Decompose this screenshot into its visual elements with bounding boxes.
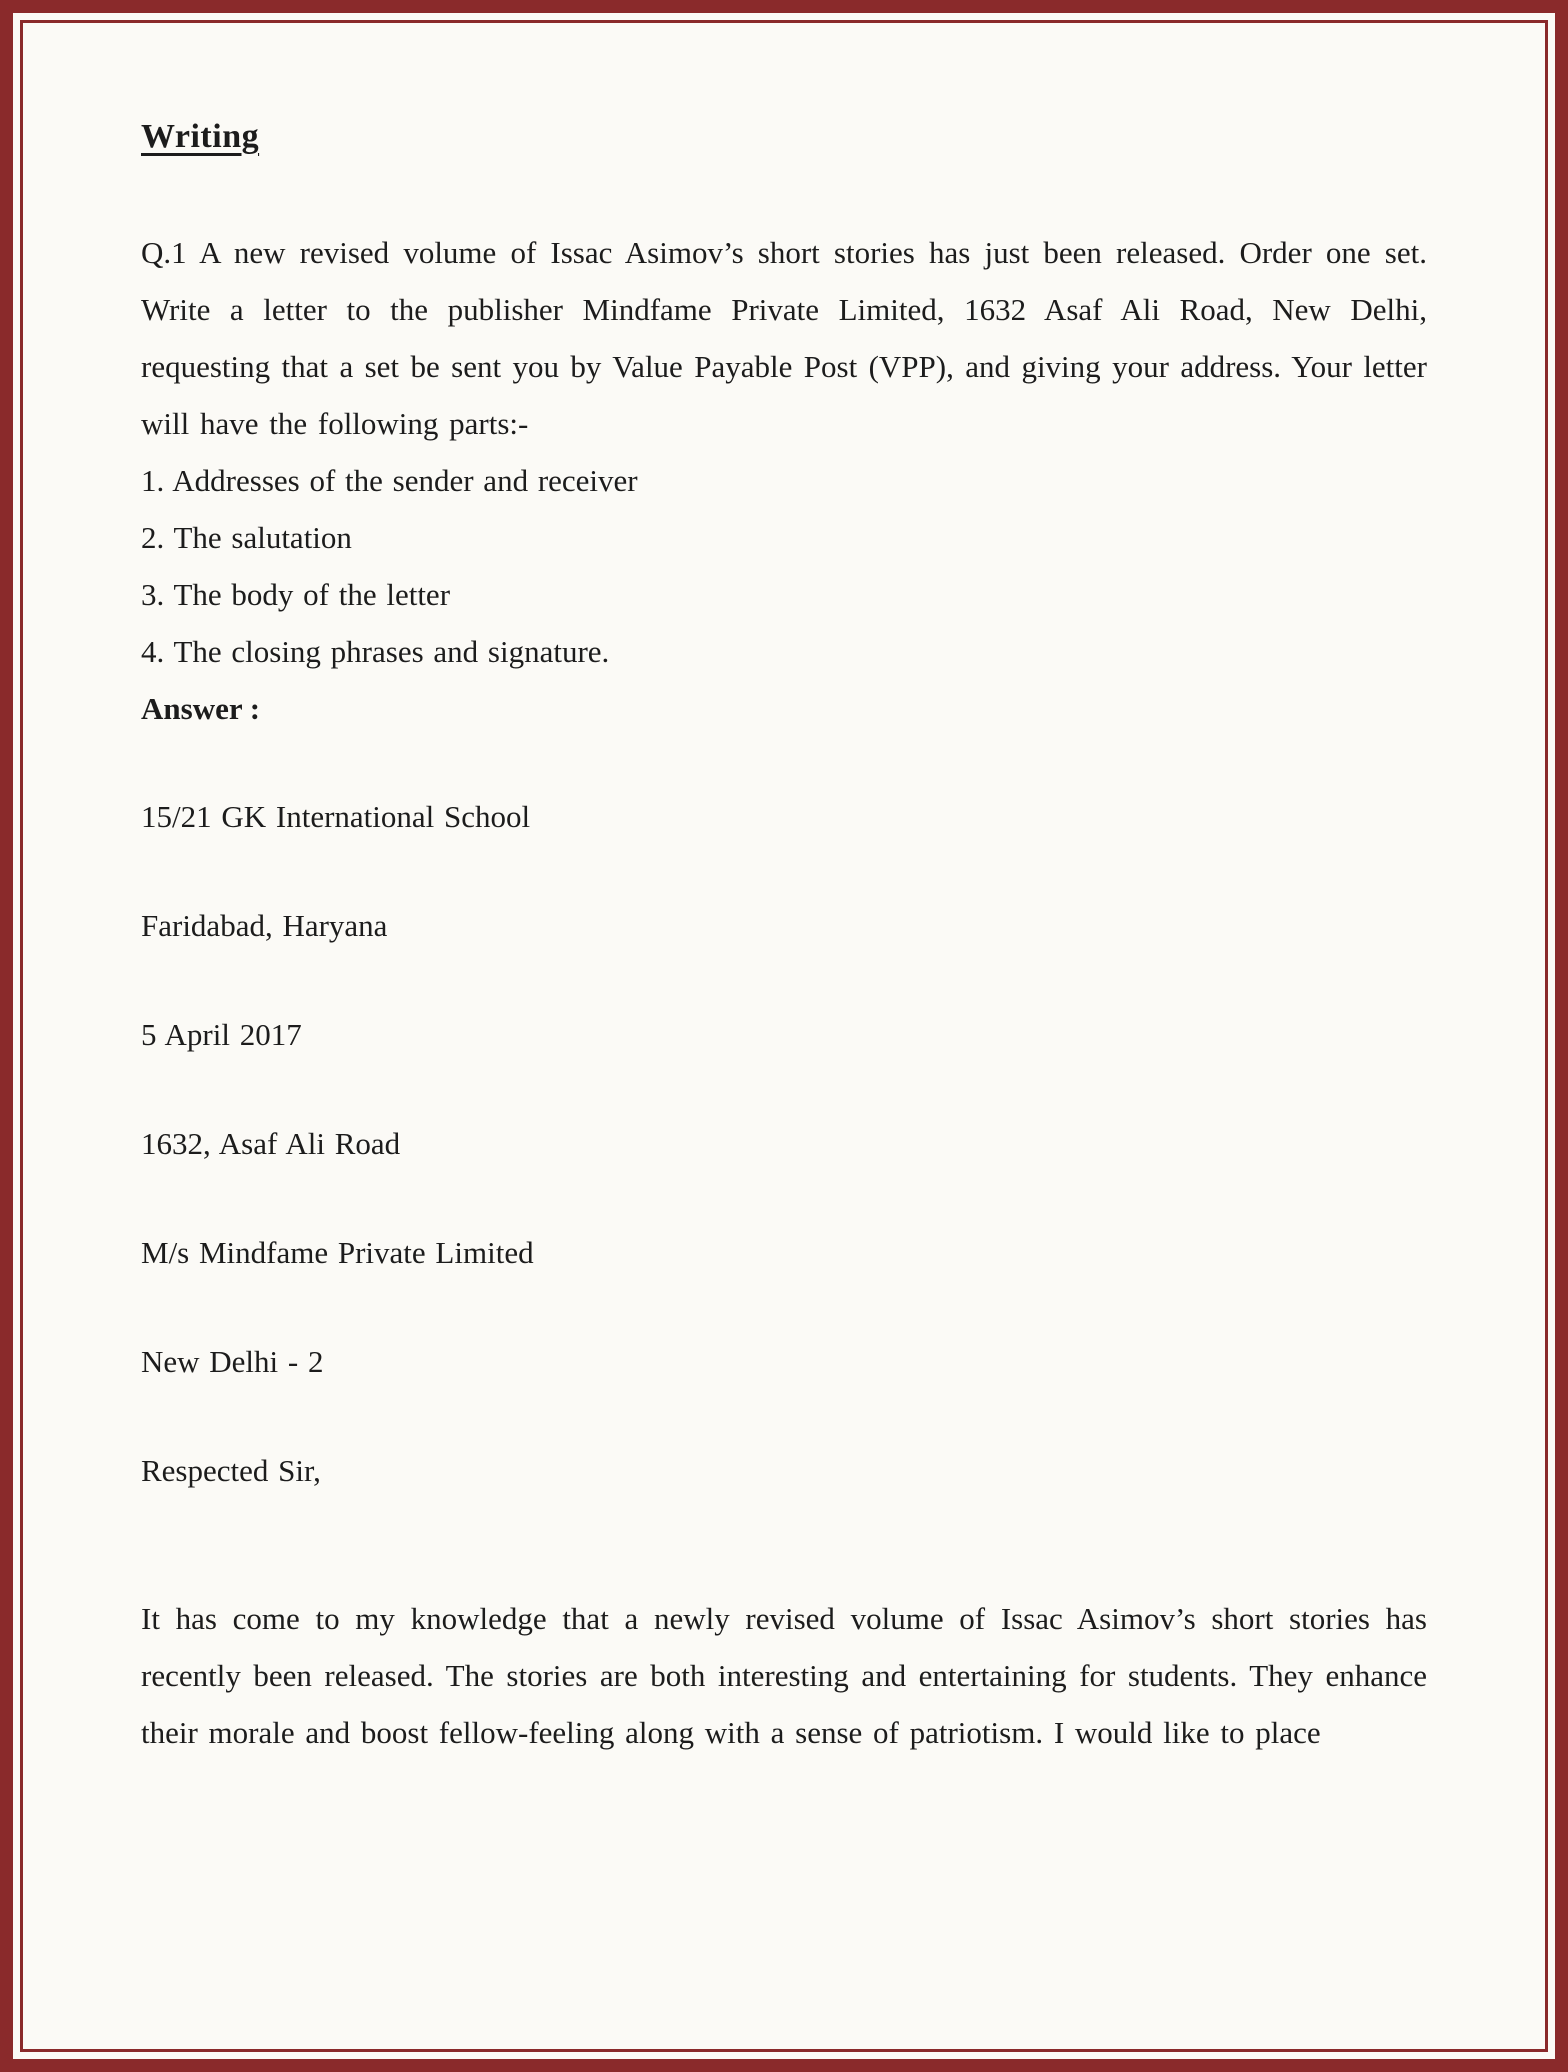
page-inner-border	[20, 20, 1548, 2052]
question-paragraph: Q.1 A new revised volume of Issac Asimov’s short stories has just been released. Order one set. Write a letter to the publisher Mindfame Private Limited, 1632 Asaf Ali Road, New Delhi, requesting that a set be sent you by Value Payable Post (VPP), and giving your address. Your letter will have the following parts:-	[141, 235, 1427, 442]
list-item: 2. The salutation	[141, 520, 352, 556]
letter-body-paragraph: It has come to my knowledge that a newly revised volume of Issac Asimov’s short stories has recently been released. The stories are both interesting and entertaining for students. They enhance their morale and boost fellow-feeling along with a sense of patriotism. I would like to place	[141, 1600, 1427, 1750]
receiver-city-line: New Delhi - 2	[141, 1343, 324, 1379]
page-border-gap	[13, 13, 1555, 2059]
letter-header-block	[141, 795, 1427, 1494]
answer-label: Answer :	[141, 691, 261, 727]
receiver-name-line: M/s Mindfame Private Limited	[141, 1235, 534, 1271]
list-item: 3. The body of the letter	[141, 577, 451, 613]
sender-address-line: 15/21 GK International School	[141, 799, 531, 835]
receiver-street-line: 1632, Asaf Ali Road	[141, 1126, 401, 1162]
list-item: 4. The closing phrases and signature.	[141, 634, 610, 670]
date-line: 5 April 2017	[141, 1017, 302, 1053]
page-content	[23, 23, 1545, 1801]
salutation-line: Respected Sir,	[141, 1452, 321, 1488]
sender-city-line: Faridabad, Haryana	[141, 908, 388, 944]
question-parts-list	[141, 452, 1427, 680]
section-title: Writing	[141, 118, 260, 155]
list-item: 1. Addresses of the sender and receiver	[141, 463, 638, 499]
